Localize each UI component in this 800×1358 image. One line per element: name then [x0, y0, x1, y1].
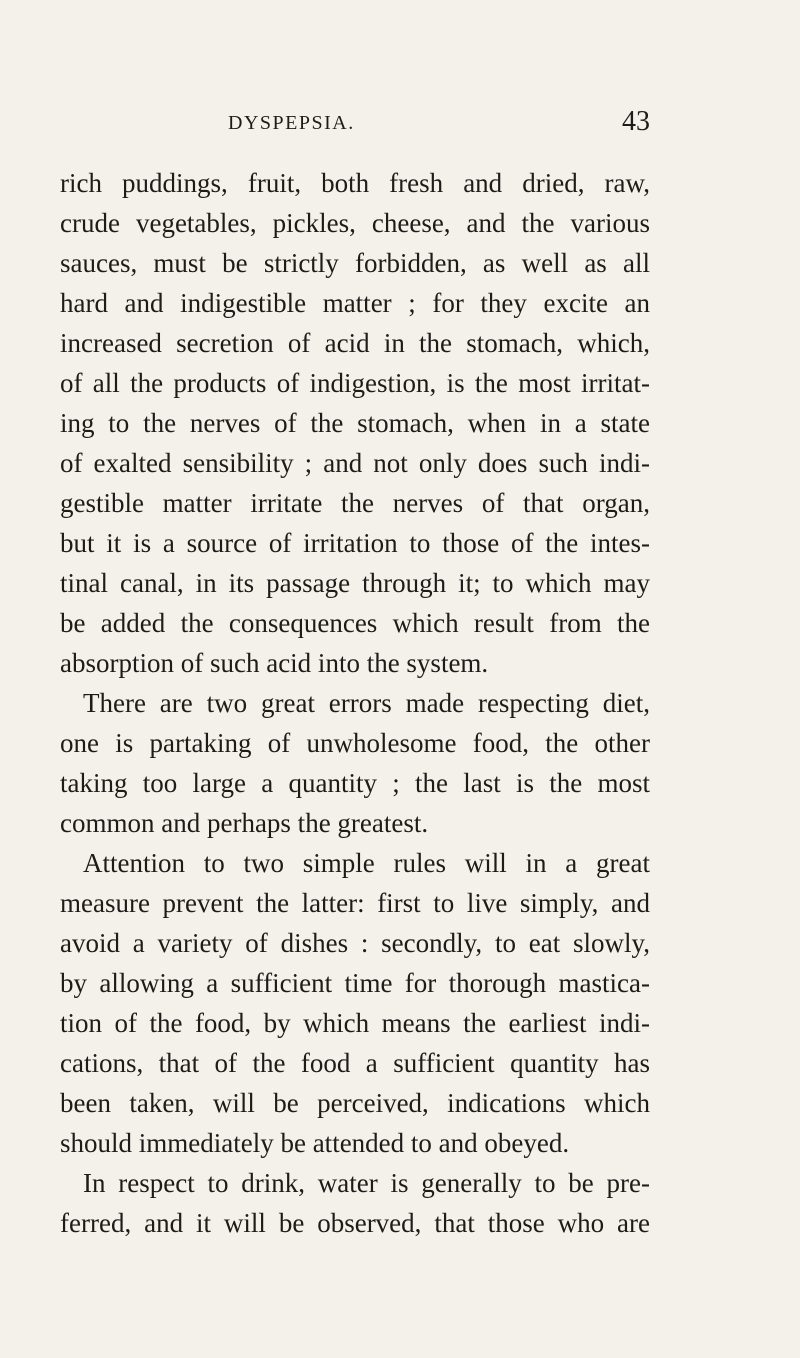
text-line: measure prevent the latter: first to live simply, and: [60, 888, 650, 918]
paragraph-end-line: absorption of such acid into the system.: [60, 648, 489, 678]
text-line: ferred, and it will be observed, that those who are: [60, 1208, 650, 1238]
running-head: [60, 106, 650, 142]
text-line: increased secretion of acid in the stomach, which,: [60, 328, 650, 358]
text-line: cations, that of the food a sufficient quantity has: [60, 1048, 650, 1078]
text-line: tinal canal, in its passage through it; to which may: [60, 568, 650, 598]
body-text: [60, 163, 650, 1243]
text-line: ing to the nerves of the stomach, when in a state: [60, 408, 650, 438]
text-line: avoid a variety of dishes : secondly, to eat slowly,: [60, 928, 650, 958]
text-line: but it is a source of irritation to those of the intes-: [60, 528, 650, 558]
text-line: taking too large a quantity ; the last is the most: [60, 768, 650, 798]
text-line: tion of the food, by which means the earliest indi-: [60, 1008, 650, 1038]
text-line: gestible matter irritate the nerves of that organ,: [60, 488, 650, 518]
text-line: sauces, must be strictly forbidden, as well as all: [60, 248, 650, 278]
text-line: been taken, will be perceived, indications which: [60, 1088, 650, 1118]
text-line: hard and indigestible matter ; for they excite an: [60, 288, 650, 318]
paragraph-end-line: common and perhaps the greatest.: [60, 808, 429, 838]
text-line: crude vegetables, pickles, cheese, and the various: [60, 208, 650, 238]
paragraph-start-line: Attention to two simple rules will in a great: [83, 848, 650, 878]
text-line: be added the consequences which result from the: [60, 608, 650, 638]
paragraph-start-line: There are two great errors made respecting diet,: [83, 688, 650, 718]
paragraph-start-line: In respect to drink, water is generally to be pre-: [83, 1168, 650, 1198]
text-line: one is partaking of unwholesome food, the other: [60, 728, 650, 758]
text-line: by allowing a sufficient time for thorough mastica-: [60, 968, 650, 998]
text-line: rich puddings, fruit, both fresh and dried, raw,: [60, 168, 650, 198]
page-number: 43: [622, 106, 650, 137]
running-title: DYSPEPSIA.: [228, 112, 355, 134]
paragraph-end-line: should immediately be attended to and obeyed.: [60, 1128, 570, 1158]
text-line: of all the products of indigestion, is the most irritat-: [60, 368, 650, 398]
text-line: of exalted sensibility ; and not only does such indi-: [60, 448, 650, 478]
